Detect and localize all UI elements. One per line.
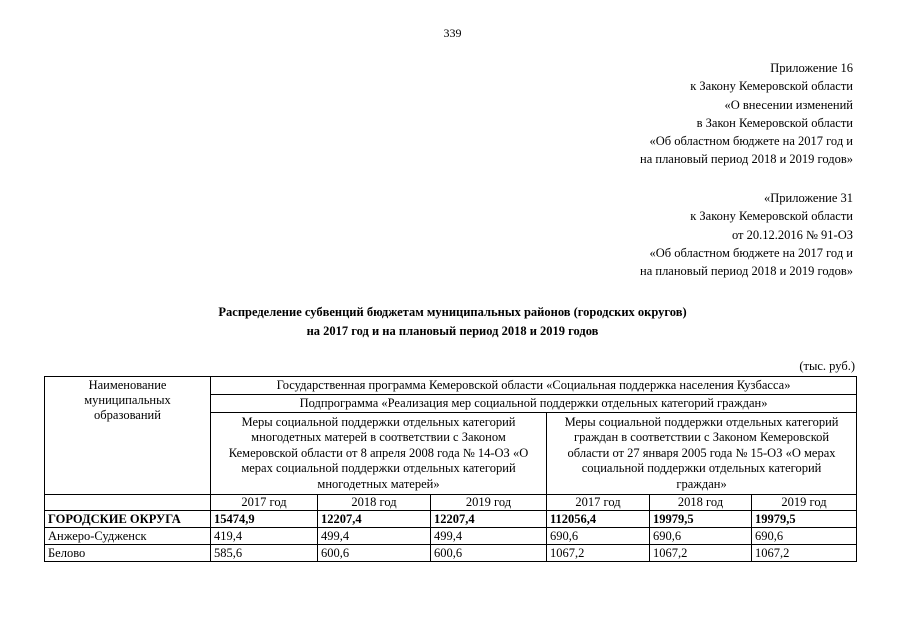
cell-value: 600,6 xyxy=(318,545,431,562)
year-header: 2019 год xyxy=(431,495,547,511)
cell-value: 600,6 xyxy=(431,545,547,562)
year-header: 2018 год xyxy=(650,495,752,511)
appendix-line: «Приложение 31 xyxy=(764,191,853,205)
appendix-line: от 20.12.2016 № 91-ОЗ xyxy=(731,227,853,242)
year-header: 2019 год xyxy=(752,495,857,511)
cell-value: 1067,2 xyxy=(752,545,857,562)
title-line: на 2017 год и на плановый период 2018 и 2019 годов xyxy=(306,324,599,338)
subsidy-table xyxy=(44,376,857,562)
cell-value: 690,6 xyxy=(650,528,752,545)
cell-value: 1067,2 xyxy=(547,545,650,562)
cell-value: 499,4 xyxy=(431,528,547,545)
appendix-line: Приложение 16 xyxy=(770,61,853,75)
cell-value: 112056,4 xyxy=(547,511,650,528)
year-header: 2017 год xyxy=(547,495,650,511)
cell-value: 19979,5 xyxy=(650,511,752,528)
appendix-line: на плановый период 2018 и 2019 годов» xyxy=(640,264,853,279)
title-line: Распределение субвенций бюджетам муниципальных районов (городских округов) xyxy=(218,305,687,319)
appendix-line: к Закону Кемеровской области xyxy=(690,79,853,94)
appendix-line: на плановый период 2018 и 2019 годов» xyxy=(640,152,853,167)
row-name: ГОРОДСКИЕ ОКРУГА xyxy=(45,511,211,528)
measure-mothers-header: Меры социальной поддержки отдельных категорий многодетных матерей в соответствии с Законом Кемеровской области от 8 апреля 2008 года № 14-ОЗ «О мерах социальной поддержки отдельных категорий многодетных матерей» xyxy=(211,413,547,495)
table-row xyxy=(45,545,857,562)
cell-value: 12207,4 xyxy=(318,511,431,528)
appendix-line: «Об областном бюджете на 2017 год и xyxy=(649,245,853,260)
cell-value: 690,6 xyxy=(752,528,857,545)
cell-value: 19979,5 xyxy=(752,511,857,528)
original-appendix-header xyxy=(640,189,853,280)
page-number: 339 xyxy=(443,26,462,40)
row-name: Белово xyxy=(45,545,211,562)
year-header: 2017 год xyxy=(211,495,318,511)
appendix-line: «Об областном бюджете на 2017 год и xyxy=(649,134,853,149)
table-row xyxy=(45,528,857,545)
appendix-line: «О внесении изменений xyxy=(724,97,853,112)
cell-value: 585,6 xyxy=(211,545,318,562)
table-row xyxy=(45,511,857,528)
year-header: 2018 год xyxy=(318,495,431,511)
cell-value: 419,4 xyxy=(211,528,318,545)
subprogram-header: Подпрограмма «Реализация мер социальной поддержки отдельных категорий граждан» xyxy=(211,395,857,413)
measure-citizens-header: Меры социальной поддержки отдельных категорий граждан в соответствии с Законом Кемеровской области от 27 января 2005 года № 15-ОЗ «О мерах социальной поддержки отдельных категорий граждан» xyxy=(547,413,857,495)
program-header: Государственная программа Кемеровской области «Социальная поддержка населения Кузбасса» xyxy=(211,377,857,395)
cell-value: 12207,4 xyxy=(431,511,547,528)
cell-value: 690,6 xyxy=(547,528,650,545)
appendix-line: в Закон Кемеровской области xyxy=(696,115,853,130)
units-label: (тыс. руб.) xyxy=(799,359,855,373)
cell-value: 1067,2 xyxy=(650,545,752,562)
empty-cell xyxy=(45,495,211,511)
appendix-line: к Закону Кемеровской области xyxy=(690,209,853,224)
municipality-header: Наименование муниципальных образований xyxy=(45,377,211,495)
appendix-header xyxy=(640,59,853,169)
cell-value: 499,4 xyxy=(318,528,431,545)
cell-value: 15474,9 xyxy=(211,511,318,528)
row-name: Анжеро-Судженск xyxy=(45,528,211,545)
document-title xyxy=(0,303,905,341)
